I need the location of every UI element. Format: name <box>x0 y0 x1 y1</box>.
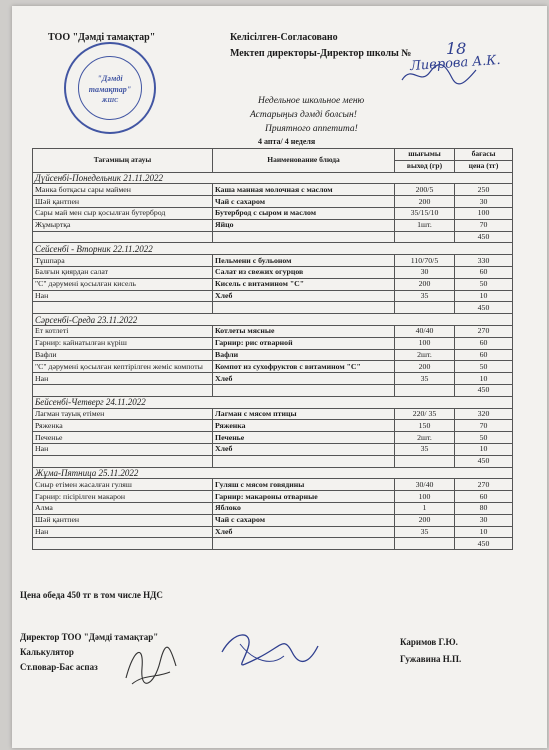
dish-output: 200 <box>395 196 455 208</box>
empty-cell <box>213 231 395 243</box>
table-row <box>33 290 513 302</box>
dish-name-kz: Манка ботқасы сары маймен <box>33 184 213 196</box>
dish-price: 70 <box>455 420 513 432</box>
school-number-handwritten: 18 <box>446 39 467 58</box>
dish-output: 35 <box>395 290 455 302</box>
empty-cell <box>33 231 213 243</box>
price-note: Цена обеда 450 тг в том числе НДС <box>20 590 163 600</box>
dish-name-kz: Нан <box>33 290 213 302</box>
table-row <box>33 184 513 196</box>
table-row <box>33 266 513 278</box>
dish-output: 1шт. <box>395 219 455 231</box>
day-total-row <box>33 302 513 314</box>
dish-price: 60 <box>455 491 513 503</box>
director-label: Директор ТОО "Дәмді тамақтар" <box>20 632 159 642</box>
dish-name-ru: Пельмени с бульоном <box>213 255 395 267</box>
dish-name-ru: Салат из свежих огурцов <box>213 266 395 278</box>
dish-output: 35 <box>395 443 455 455</box>
dish-name-kz: Ряженка <box>33 420 213 432</box>
company-name: ТОО "Дәмді тамақтар" <box>48 32 156 43</box>
dish-name-kz: Вафли <box>33 349 213 361</box>
day-title: Жұма-Пятница 25.11.2022 <box>33 467 513 479</box>
dish-name-kz: Нан <box>33 443 213 455</box>
dish-name-kz: Шәй қантпен <box>33 196 213 208</box>
table-row <box>33 526 513 538</box>
dish-output: 30 <box>395 266 455 278</box>
dish-name-kz: Алма <box>33 502 213 514</box>
dish-name-ru: Котлеты мясные <box>213 325 395 337</box>
dish-output: 200/5 <box>395 184 455 196</box>
dish-name-ru: Ряженка <box>213 420 395 432</box>
dish-name-kz: Жұмыртқа <box>33 219 213 231</box>
day-total-row <box>33 538 513 550</box>
day-header-row <box>33 396 513 408</box>
dish-name-kz: Нан <box>33 526 213 538</box>
dish-price: 50 <box>455 278 513 290</box>
intro-line-3: Приятного аппетита! <box>265 124 358 134</box>
day-total-row <box>33 231 513 243</box>
dish-output: 35/15/10 <box>395 207 455 219</box>
table-row <box>33 432 513 444</box>
day-total-row <box>33 384 513 396</box>
empty-cell <box>33 455 213 467</box>
dish-price: 50 <box>455 432 513 444</box>
empty-cell <box>395 384 455 396</box>
dish-price: 270 <box>455 325 513 337</box>
calculator-signature <box>120 638 182 692</box>
dish-price: 80 <box>455 502 513 514</box>
dish-output: 2шт. <box>395 432 455 444</box>
dish-name-ru: Лагман с мясом птицы <box>213 408 395 420</box>
agreed-label: Келісілген-Согласовано <box>230 32 338 43</box>
week-label: 4 апта/ 4 неделя <box>258 137 316 146</box>
dish-name-kz: Сиыр етімен жасалған гуляш <box>33 479 213 491</box>
dish-name-ru: Бутерброд с сыром и маслом <box>213 207 395 219</box>
dish-name-kz: Тұшпара <box>33 255 213 267</box>
dish-price: 10 <box>455 526 513 538</box>
director-line: Мектеп директоры-Директор школы № <box>230 48 412 59</box>
empty-cell <box>395 231 455 243</box>
empty-cell <box>33 302 213 314</box>
day-title: Бейсенбі-Четверг 24.11.2022 <box>33 396 513 408</box>
dish-price: 60 <box>455 337 513 349</box>
dish-output: 100 <box>395 491 455 503</box>
dish-name-kz: Шәй қантпен <box>33 514 213 526</box>
day-title: Сейсенбі - Вторник 22.11.2022 <box>33 243 513 255</box>
empty-cell <box>213 538 395 550</box>
dish-output: 200 <box>395 361 455 373</box>
empty-cell <box>395 302 455 314</box>
dish-output: 110/70/5 <box>395 255 455 267</box>
dish-name-ru: Хлеб <box>213 290 395 302</box>
dish-name-ru: Кисель с витамином "С" <box>213 278 395 290</box>
day-total: 450 <box>455 384 513 396</box>
day-header-row <box>33 172 513 184</box>
day-title: Дүйсенбі-Понедельник 21.11.2022 <box>33 172 513 184</box>
table-row <box>33 325 513 337</box>
dish-output: 40/40 <box>395 325 455 337</box>
dish-output: 220/ 35 <box>395 408 455 420</box>
dish-output: 200 <box>395 514 455 526</box>
director-signature <box>400 60 480 88</box>
dish-output: 30/40 <box>395 479 455 491</box>
table-row <box>33 479 513 491</box>
chef-label: Ст.повар-Бас аспаз <box>20 662 98 672</box>
table-row <box>33 443 513 455</box>
empty-cell <box>213 302 395 314</box>
stamp-text-bottom: тамақтар" <box>88 85 132 94</box>
dish-name-ru: Компот из сухофруктов с витамином "С" <box>213 361 395 373</box>
day-header-row <box>33 243 513 255</box>
dish-price: 100 <box>455 207 513 219</box>
dish-output: 35 <box>395 373 455 385</box>
dish-name-ru: Чай с сахаром <box>213 196 395 208</box>
table-row <box>33 373 513 385</box>
director-name: Каримов Г.Ю. <box>400 637 458 647</box>
table-row <box>33 278 513 290</box>
dish-output: 35 <box>395 526 455 538</box>
table-row <box>33 349 513 361</box>
intro-line-2: Астарыңыз дәмді болсын! <box>250 110 357 120</box>
calculator-label: Калькулятор <box>20 647 74 657</box>
dish-output: 200 <box>395 278 455 290</box>
day-total: 450 <box>455 538 513 550</box>
table-row <box>33 502 513 514</box>
dish-price: 30 <box>455 196 513 208</box>
col-header-output: выход (гр) <box>395 160 455 172</box>
dish-price: 10 <box>455 373 513 385</box>
menu-document <box>12 6 547 748</box>
dish-price: 320 <box>455 408 513 420</box>
dish-output: 2шт. <box>395 349 455 361</box>
empty-cell <box>395 538 455 550</box>
dish-price: 250 <box>455 184 513 196</box>
dish-price: 50 <box>455 361 513 373</box>
dish-name-kz: Печенье <box>33 432 213 444</box>
empty-cell <box>213 455 395 467</box>
empty-cell <box>33 538 213 550</box>
day-total-row <box>33 455 513 467</box>
dish-output: 1 <box>395 502 455 514</box>
day-total: 450 <box>455 302 513 314</box>
chef-name: Гужавина Н.П. <box>400 654 462 664</box>
table-row <box>33 196 513 208</box>
dish-name-ru: Вафли <box>213 349 395 361</box>
table-row <box>33 219 513 231</box>
table-row <box>33 420 513 432</box>
director-name-handwritten: Ливрова А.К. <box>409 52 501 75</box>
dish-name-ru: Гуляш с мясом говядины <box>213 479 395 491</box>
menu-table <box>32 148 513 550</box>
day-header-row <box>33 314 513 326</box>
dish-name-ru: Каша манная молочная с маслом <box>213 184 395 196</box>
dish-name-kz: Балғын қиярдан салат <box>33 266 213 278</box>
day-title: Сәрсенбі-Среда 23.11.2022 <box>33 314 513 326</box>
company-stamp <box>64 42 156 134</box>
dish-name-ru: Яблоко <box>213 502 395 514</box>
empty-cell <box>213 384 395 396</box>
table-row <box>33 491 513 503</box>
dish-price: 10 <box>455 443 513 455</box>
dish-price: 270 <box>455 479 513 491</box>
col-header-ru: Наименование блюда <box>213 149 395 173</box>
dish-name-kz: Гарнир: пісірілген макарон <box>33 491 213 503</box>
dish-name-kz: "С" дәрумені қосылған кептірілген жеміс компоты <box>33 361 213 373</box>
stamp-text-top: "Дәмді <box>97 74 123 83</box>
dish-name-kz: Гарнир: кайнатылған күріш <box>33 337 213 349</box>
dish-name-ru: Печенье <box>213 432 395 444</box>
dish-name-kz: Сары май мен сыр қосылған бутерброд <box>33 207 213 219</box>
stamp-text-small: ЖШС <box>101 98 119 104</box>
dish-name-ru: Гарнир: макароны отварные <box>213 491 395 503</box>
dish-name-ru: Хлеб <box>213 443 395 455</box>
dish-name-ru: Чай с сахаром <box>213 514 395 526</box>
dish-name-kz: Нан <box>33 373 213 385</box>
col-header-price: цена (тг) <box>455 160 513 172</box>
table-row <box>33 514 513 526</box>
table-row <box>33 337 513 349</box>
dish-price: 30 <box>455 514 513 526</box>
dish-name-kz: Лагман тауық етімен <box>33 408 213 420</box>
dish-name-kz: Ет котлеті <box>33 325 213 337</box>
dish-name-ru: Гарнир: рис отварной <box>213 337 395 349</box>
dish-name-ru: Яйцо <box>213 219 395 231</box>
day-header-row <box>33 467 513 479</box>
table-row <box>33 408 513 420</box>
day-total: 450 <box>455 231 513 243</box>
dish-name-kz: "С" дәрумені қосылған кисель <box>33 278 213 290</box>
table-row <box>33 361 513 373</box>
empty-cell <box>33 384 213 396</box>
table-row <box>33 207 513 219</box>
director-signature-bottom <box>214 622 324 680</box>
day-total: 450 <box>455 455 513 467</box>
dish-output: 100 <box>395 337 455 349</box>
dish-price: 70 <box>455 219 513 231</box>
dish-name-ru: Хлеб <box>213 526 395 538</box>
empty-cell <box>395 455 455 467</box>
col-header-kz: Тағамның атауы <box>33 149 213 173</box>
col-header-output-top: шығымы <box>395 149 455 161</box>
dish-price: 60 <box>455 349 513 361</box>
col-header-price-top: бағасы <box>455 149 513 161</box>
dish-output: 150 <box>395 420 455 432</box>
dish-price: 10 <box>455 290 513 302</box>
intro-line-1: Недельное школьное меню <box>258 96 365 106</box>
dish-name-ru: Хлеб <box>213 373 395 385</box>
dish-price: 330 <box>455 255 513 267</box>
table-row <box>33 255 513 267</box>
dish-price: 60 <box>455 266 513 278</box>
